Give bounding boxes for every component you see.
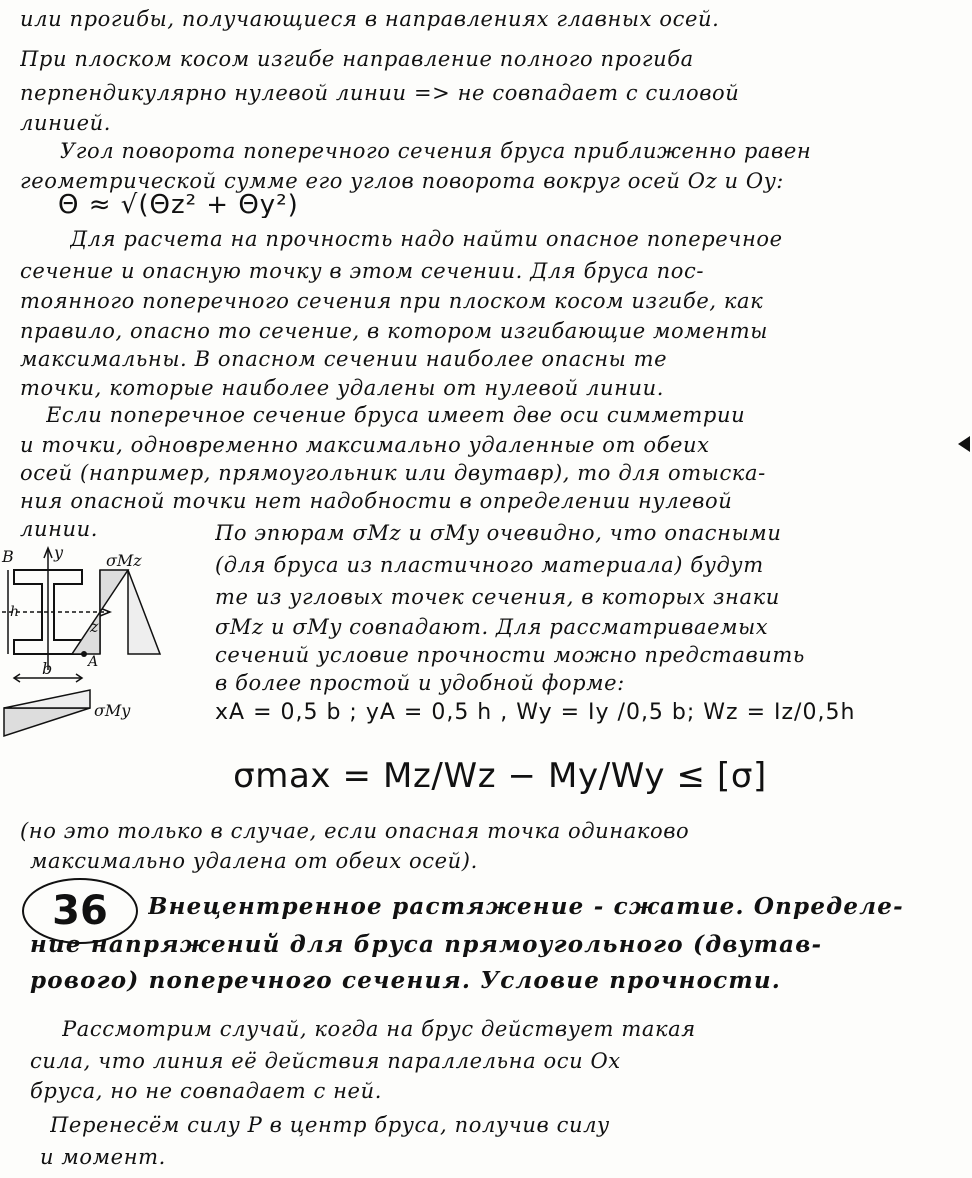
point-a-marker bbox=[81, 651, 87, 657]
text-line-33: сила, что линия её действия параллельна оси Ox bbox=[30, 1049, 621, 1073]
sigma-mz-epure-right bbox=[128, 570, 160, 654]
label-b: b bbox=[42, 659, 53, 678]
text-line-3: перпендикулярно нулевой линии => не совпадает с силовой bbox=[20, 81, 740, 105]
text-line-13: точки, которые наиболее удалены от нулевой линии. bbox=[20, 376, 665, 400]
label-sigma-mz: σMz bbox=[106, 551, 142, 570]
text-line-4: линией. bbox=[20, 111, 112, 135]
sigma-my-epure-right bbox=[4, 690, 90, 708]
text-line-17: ния опасной точки нет надобности в определении нулевой bbox=[20, 489, 733, 513]
margin-mark bbox=[958, 436, 970, 452]
text-line-36: и момент. bbox=[40, 1145, 166, 1169]
label-b-force: B bbox=[2, 547, 14, 566]
section-heading-line-1: Внецентренное растяжение - сжатие. Определе- bbox=[148, 894, 904, 920]
sigma-mz-diagram bbox=[72, 570, 160, 654]
text-line-35: Перенесём силу P в центр бруса, получив силу bbox=[50, 1113, 610, 1137]
text-line-1: или прогибы, получающиеся в направлениях главных осей. bbox=[20, 7, 720, 31]
label-sigma-my: σMy bbox=[94, 701, 131, 720]
i-beam-stress-diagram bbox=[0, 540, 212, 780]
text-line-24: в более простой и удобной форме: bbox=[215, 671, 625, 695]
section-heading-line-2: ние напряжений для бруса прямоугольного (двутав- bbox=[30, 932, 823, 958]
text-line-16: осей (например, прямоугольник или двутавр), то для отыска- bbox=[20, 461, 766, 485]
text-line-32: Рассмотрим случай, когда на брус действует такая bbox=[62, 1017, 696, 1041]
text-line-28: максимально удалена от обеих осей). bbox=[30, 849, 478, 873]
text-line-18: линии. bbox=[20, 517, 99, 541]
ticket-number-circle: 36 bbox=[22, 878, 138, 944]
text-line-20: (для бруса из пластичного материала) будут bbox=[215, 553, 764, 577]
text-line-21: те из угловых точек сечения, в которых знаки bbox=[215, 585, 780, 609]
strength-condition-formula: σmax = Mz/Wz − My/Wy ≤ [σ] bbox=[233, 756, 767, 796]
moment-of-resistance-formula: xA = 0,5 b ; yA = 0,5 h , Wy = Iy /0,5 b; Wz = Iz/0,5h bbox=[215, 700, 856, 725]
label-h: h bbox=[10, 604, 20, 620]
text-line-34: бруса, но не совпадает с ней. bbox=[30, 1079, 382, 1103]
sigma-my-epure-left bbox=[4, 708, 90, 736]
rotation-angle-formula: Θ ≈ √(Θz² + Θy²) bbox=[58, 192, 299, 218]
text-line-19: По эпюрам σMz и σMy очевидно, что опасными bbox=[215, 521, 782, 545]
text-line-22: σMz и σMy совпадают. Для рассматриваемых bbox=[215, 615, 769, 639]
text-line-5: Угол поворота поперечного сечения бруса приближенно равен bbox=[60, 139, 812, 163]
text-line-2: При плоском косом изгибе направление полного прогиба bbox=[20, 47, 694, 71]
text-line-6: геометрической сумме его углов поворота вокруг осей Oz и Oy: bbox=[20, 169, 784, 193]
text-line-12: максимальны. В опасном сечении наиболее опасны те bbox=[20, 347, 668, 371]
sigma-my-diagram bbox=[4, 690, 90, 736]
text-line-15: и точки, одновременно максимально удаленные от обеих bbox=[20, 433, 710, 457]
text-line-10: тоянного поперечного сечения при плоском косом изгибе, как bbox=[20, 289, 764, 313]
label-z-axis: z bbox=[90, 617, 99, 636]
text-line-27: (но это только в случае, если опасная точка одинаково bbox=[20, 819, 690, 843]
text-line-14: Если поперечное сечение бруса имеет две оси симметрии bbox=[46, 403, 746, 427]
label-a-point: A bbox=[88, 654, 99, 670]
text-line-11: правило, опасно то сечение, в котором изгибающие моменты bbox=[20, 319, 768, 343]
label-y-axis: y bbox=[54, 543, 64, 562]
text-line-8: Для расчета на прочность надо найти опасное поперечное bbox=[70, 227, 783, 251]
section-heading-line-3: рового) поперечного сечения. Условие прочности. bbox=[30, 968, 782, 994]
text-line-23: сечений условие прочности можно представить bbox=[215, 643, 805, 667]
text-line-9: сечение и опасную точку в этом сечении. Для бруса пос- bbox=[20, 259, 705, 283]
